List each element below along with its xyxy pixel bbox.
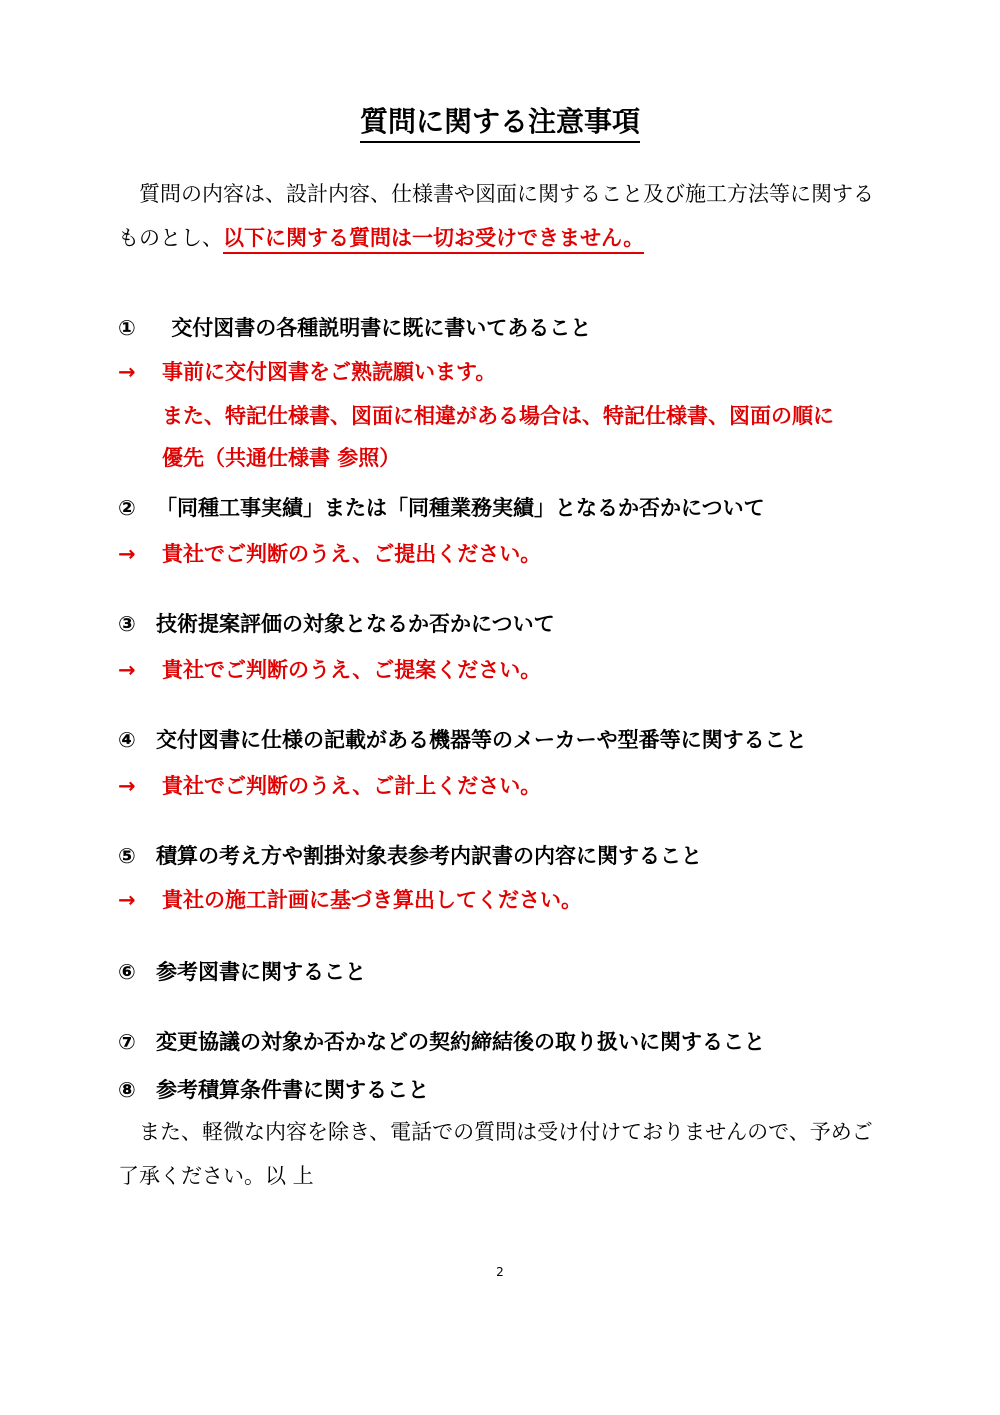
list-item-3 — [118, 608, 918, 638]
item-text: 参考図書に関すること — [156, 960, 366, 984]
list-item-1 — [118, 312, 918, 342]
page-number: 2 — [496, 1265, 504, 1279]
arrow-icon: → — [118, 658, 136, 682]
answer-1-continued: また、特記仕様書、図面に相違がある場合は、特記仕様書、図面の順に — [162, 404, 834, 428]
arrow-icon: → — [118, 774, 136, 798]
item-text: 「同種工事実績」または「同種業務実績」となるか否かについて — [156, 496, 765, 520]
item-number: ⑧ — [118, 1078, 136, 1102]
item-number: ② — [118, 496, 136, 520]
item-text: 交付図書に仕様の記載がある機器等のメーカーや型番等に関すること — [156, 728, 807, 752]
item-text: 参考積算条件書に関すること — [156, 1078, 429, 1102]
answer-5 — [118, 884, 918, 914]
item-number: ③ — [118, 612, 136, 636]
answer-text: 貴社の施工計画に基づき算出してください。 — [162, 888, 582, 912]
title-text: 質問に関する注意事項 — [360, 105, 640, 143]
item-number: ⑤ — [118, 844, 136, 868]
list-item-7 — [118, 1026, 918, 1056]
item-text: 積算の考え方や割掛対象表参考内訳書の内容に関すること — [156, 844, 702, 868]
answer-1-continued-2: 優先（共通仕様書 参照） — [162, 446, 401, 470]
item-number: ① — [118, 316, 136, 340]
list-item-8 — [118, 1074, 918, 1104]
answer-4 — [118, 770, 918, 800]
answer-1 — [118, 356, 918, 386]
closing-paragraph: また、軽微な内容を除き、電話での質問は受け付けておりませんので、予めご了承ください。以 上 — [118, 1120, 873, 1188]
arrow-icon: → — [118, 360, 136, 384]
answer-text: 貴社でご判断のうえ、ご提案ください。 — [162, 658, 542, 682]
item-text: 技術提案評価の対象となるか否かについて — [156, 612, 555, 636]
answer-text: 貴社でご判断のうえ、ご提出ください。 — [162, 542, 542, 566]
arrow-icon: → — [118, 888, 136, 912]
intro-paragraph — [118, 172, 888, 260]
intro-emphasis: 以下に関する質問は一切お受けできません。 — [223, 226, 644, 254]
item-text: 交付図書の各種説明書に既に書いてあること — [171, 316, 592, 340]
intro-text: 質問の内容は、設計内容、仕様書や図面に関すること及び施工方法等に関するものとし、 — [118, 182, 874, 250]
list-item-6 — [118, 956, 918, 986]
list-item-5 — [118, 840, 918, 870]
item-number: ④ — [118, 728, 136, 752]
item-number: ⑥ — [118, 960, 136, 984]
item-text: 変更協議の対象か否かなどの契約締結後の取り扱いに関すること — [156, 1030, 765, 1054]
answer-text: 事前に交付図書をご熟読願います。 — [162, 360, 497, 384]
item-number: ⑦ — [118, 1030, 136, 1054]
arrow-icon: → — [118, 542, 136, 566]
page-title — [0, 100, 1000, 140]
answer-3 — [118, 654, 918, 684]
answer-2 — [118, 538, 918, 568]
list-item-2 — [118, 492, 918, 522]
list-item-4 — [118, 724, 918, 754]
answer-text: 貴社でご判断のうえ、ご計上ください。 — [162, 774, 542, 798]
